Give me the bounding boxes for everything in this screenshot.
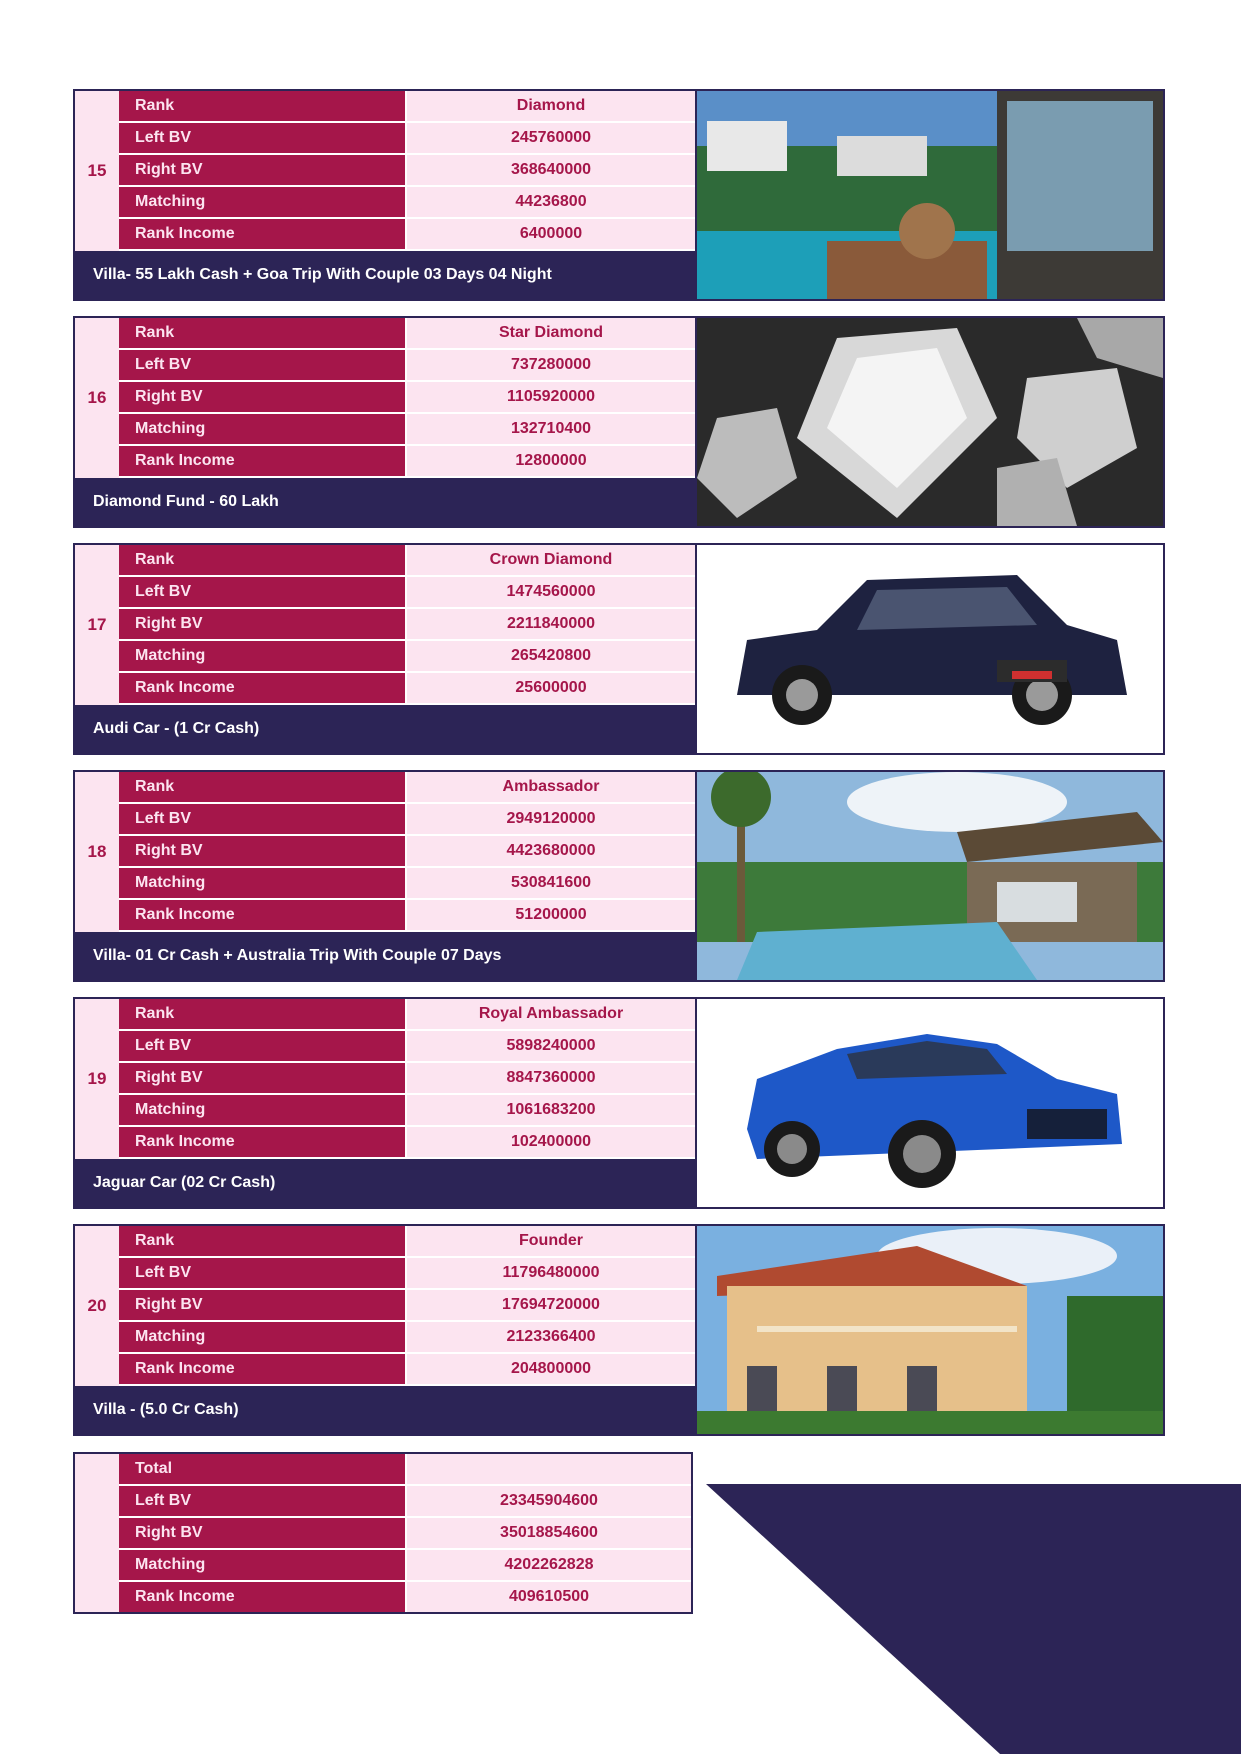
- row-label: Total: [119, 1454, 405, 1484]
- row-rank-income: [119, 673, 695, 703]
- row-label: Matching: [119, 187, 405, 217]
- row-value: 1061683200: [407, 1095, 695, 1125]
- row-value: 245760000: [407, 123, 695, 153]
- reward-banner: Villa- 01 Cr Cash + Australia Trip With Couple 07 Days: [75, 932, 695, 980]
- row-label: Right BV: [119, 155, 405, 185]
- rank-block-18: [73, 770, 1165, 982]
- row-label: Rank: [119, 999, 405, 1029]
- rank-block-17: [73, 543, 1165, 755]
- rank-block-15: [73, 89, 1165, 301]
- row-value: 17694720000: [407, 1290, 695, 1320]
- row-label: Rank: [119, 318, 405, 348]
- row-value: 51200000: [407, 900, 695, 930]
- row-value: 368640000: [407, 155, 695, 185]
- row-left-bv: [119, 804, 695, 834]
- row-label: Matching: [119, 868, 405, 898]
- row-value: 204800000: [407, 1354, 695, 1384]
- row-value: 1474560000: [407, 577, 695, 607]
- row-rank-income: [119, 900, 695, 930]
- row-rank: [119, 1226, 695, 1256]
- row-label: Rank Income: [119, 1354, 405, 1384]
- row-right-bv: [119, 1518, 691, 1548]
- row-rank-income: [119, 219, 695, 249]
- row-left-bv: [119, 350, 695, 380]
- row-label: Rank Income: [119, 1127, 405, 1157]
- rank-block-16: [73, 316, 1165, 528]
- row-label: Matching: [119, 1550, 405, 1580]
- row-value: 44236800: [407, 187, 695, 217]
- row-label: Left BV: [119, 350, 405, 380]
- row-rank: [119, 91, 695, 121]
- row-value: 1105920000: [407, 382, 695, 412]
- rank-level-number: 17: [75, 545, 119, 705]
- row-matching: [119, 1550, 691, 1580]
- row-label: Matching: [119, 414, 405, 444]
- row-label: Left BV: [119, 577, 405, 607]
- row-value: 132710400: [407, 414, 695, 444]
- reward-banner: Villa - (5.0 Cr Cash): [75, 1386, 695, 1434]
- row-value: 530841600: [407, 868, 695, 898]
- row-label: Matching: [119, 641, 405, 671]
- row-left-bv: [119, 1486, 691, 1516]
- reward-banner: Audi Car - (1 Cr Cash): [75, 705, 695, 753]
- row-left-bv: [119, 1258, 695, 1288]
- row-right-bv: [119, 609, 695, 639]
- row-matching: [119, 187, 695, 217]
- row-label: Matching: [119, 1095, 405, 1125]
- row-value: Ambassador: [407, 772, 695, 802]
- rank-level-number: 18: [75, 772, 119, 932]
- row-value: Founder: [407, 1226, 695, 1256]
- row-right-bv: [119, 155, 695, 185]
- row-label: Rank Income: [119, 219, 405, 249]
- row-label: Left BV: [119, 804, 405, 834]
- row-label: Matching: [119, 1322, 405, 1352]
- row-left-bv: [119, 123, 695, 153]
- row-label: Rank: [119, 772, 405, 802]
- row-value: 2123366400: [407, 1322, 695, 1352]
- row-value: Star Diamond: [407, 318, 695, 348]
- row-left-bv: [119, 1031, 695, 1061]
- villa-australia-image: [695, 772, 1163, 980]
- row-total: [119, 1454, 691, 1484]
- row-label: Rank: [119, 91, 405, 121]
- row-value: 11796480000: [407, 1258, 695, 1288]
- row-value: 265420800: [407, 641, 695, 671]
- row-value: 2949120000: [407, 804, 695, 834]
- row-label: Right BV: [119, 1290, 405, 1320]
- row-rank: [119, 318, 695, 348]
- row-right-bv: [119, 836, 695, 866]
- row-value: 8847360000: [407, 1063, 695, 1093]
- row-label: Right BV: [119, 836, 405, 866]
- row-label: Rank Income: [119, 673, 405, 703]
- row-value: 4202262828: [407, 1550, 691, 1580]
- row-rank: [119, 999, 695, 1029]
- row-matching: [119, 414, 695, 444]
- row-value: 25600000: [407, 673, 695, 703]
- rank-level-number: 19: [75, 999, 119, 1159]
- villa-pool-image: [695, 91, 1163, 299]
- row-value: 23345904600: [407, 1486, 691, 1516]
- row-label: Right BV: [119, 1518, 405, 1548]
- row-value: Crown Diamond: [407, 545, 695, 575]
- row-value: Diamond: [407, 91, 695, 121]
- row-value: 2211840000: [407, 609, 695, 639]
- row-value: 35018854600: [407, 1518, 691, 1548]
- jaguar-car-image: [695, 999, 1163, 1207]
- row-label: Left BV: [119, 1486, 405, 1516]
- diamonds-image: [695, 318, 1163, 526]
- row-rank-income: [119, 1354, 695, 1384]
- row-matching: [119, 1322, 695, 1352]
- row-rank-income: [119, 446, 695, 476]
- total-spacer: [75, 1454, 119, 1612]
- row-value: 12800000: [407, 446, 695, 476]
- row-right-bv: [119, 1290, 695, 1320]
- reward-banner: Diamond Fund - 60 Lakh: [75, 478, 695, 526]
- row-value: [407, 1454, 691, 1484]
- rank-level-number: 16: [75, 318, 119, 478]
- row-rank-income: [119, 1127, 695, 1157]
- row-label: Left BV: [119, 123, 405, 153]
- rank-block-20: [73, 1224, 1165, 1436]
- row-label: Rank Income: [119, 900, 405, 930]
- row-value: 5898240000: [407, 1031, 695, 1061]
- row-rank: [119, 545, 695, 575]
- mansion-villa-image: [695, 1226, 1163, 1434]
- row-label: Right BV: [119, 382, 405, 412]
- row-right-bv: [119, 1063, 695, 1093]
- row-rank-income: [119, 1582, 691, 1612]
- row-value: 409610500: [407, 1582, 691, 1612]
- row-rank: [119, 772, 695, 802]
- row-value: Royal Ambassador: [407, 999, 695, 1029]
- total-block: [73, 1452, 693, 1614]
- row-matching: [119, 1095, 695, 1125]
- row-value: 6400000: [407, 219, 695, 249]
- row-matching: [119, 641, 695, 671]
- rank-block-19: [73, 997, 1165, 1209]
- rank-level-number: 15: [75, 91, 119, 251]
- row-label: Left BV: [119, 1258, 405, 1288]
- row-matching: [119, 868, 695, 898]
- row-label: Left BV: [119, 1031, 405, 1061]
- audi-car-image: [695, 545, 1163, 753]
- row-label: Rank Income: [119, 446, 405, 476]
- row-label: Rank: [119, 1226, 405, 1256]
- row-label: Rank Income: [119, 1582, 405, 1612]
- row-label: Right BV: [119, 1063, 405, 1093]
- rank-level-number: 20: [75, 1226, 119, 1386]
- row-left-bv: [119, 577, 695, 607]
- reward-banner: Jaguar Car (02 Cr Cash): [75, 1159, 695, 1207]
- row-value: 4423680000: [407, 836, 695, 866]
- row-value: 737280000: [407, 350, 695, 380]
- row-right-bv: [119, 382, 695, 412]
- reward-banner: Villa- 55 Lakh Cash + Goa Trip With Couple 03 Days 04 Night: [75, 251, 695, 299]
- row-label: Rank: [119, 545, 405, 575]
- row-label: Right BV: [119, 609, 405, 639]
- row-value: 102400000: [407, 1127, 695, 1157]
